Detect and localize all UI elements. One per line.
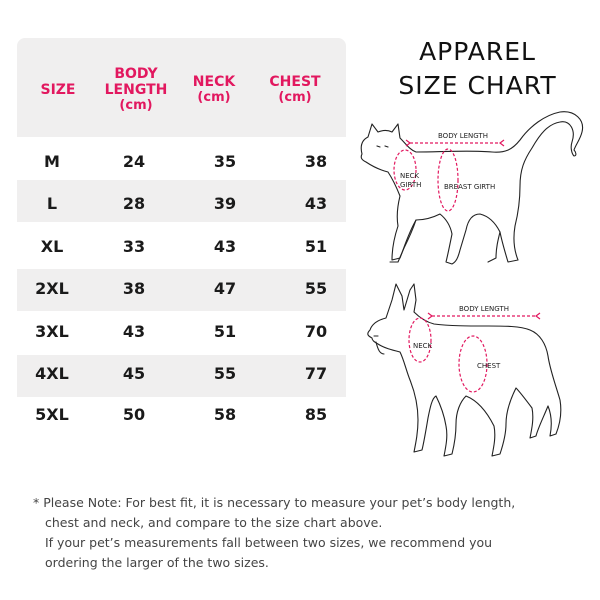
cell-size: 3XL [35, 322, 69, 341]
fit-note [33, 493, 578, 573]
cell-neck: 58 [213, 405, 237, 424]
cat-breast-girth-label: BREAST GIRTH [444, 183, 496, 191]
cell-chest: 43 [304, 194, 328, 213]
cell-body-length: 24 [122, 152, 146, 171]
dog-chest-label: CHEST [477, 362, 501, 370]
cell-chest: 70 [304, 322, 328, 341]
cell-neck: 39 [213, 194, 237, 213]
cell-neck: 55 [213, 364, 237, 383]
cell-neck: 47 [213, 279, 237, 298]
cat-neck-girth-label-2: GIRTH [400, 181, 422, 189]
header-chest: CHEST (cm) [269, 74, 321, 105]
note-line: If your pet’s measurements fall between two sizes, we recommend you [45, 535, 493, 550]
note-line: * Please Note: For best fit, it is necessary to measure your pet’s body length, [33, 495, 516, 510]
page-title: APPAREL SIZE CHART [398, 37, 557, 100]
header-body-length: BODY LENGTH (cm) [104, 66, 168, 113]
cell-body-length: 43 [122, 322, 146, 341]
cell-neck: 43 [213, 237, 237, 256]
cat-neck-girth-label-1: NECK [400, 172, 420, 180]
cell-body-length: 50 [122, 405, 146, 424]
dog-body-length-label: BODY LENGTH [459, 305, 509, 313]
dog-neck-label: NECK [413, 342, 433, 350]
cat-body-length-label: BODY LENGTH [438, 132, 488, 140]
cell-body-length: 45 [122, 364, 146, 383]
cell-neck: 51 [213, 322, 237, 341]
note-line: ordering the larger of the two sizes. [45, 555, 269, 570]
cell-size: 4XL [35, 364, 69, 383]
cell-size: L [46, 194, 58, 213]
cell-body-length: 28 [122, 194, 146, 213]
cell-size: XL [40, 237, 64, 256]
cell-chest: 55 [304, 279, 328, 298]
note-line: chest and neck, and compare to the size chart above. [45, 515, 383, 530]
header-size: SIZE [40, 82, 76, 98]
cell-neck: 35 [213, 152, 237, 171]
cell-chest: 77 [304, 364, 328, 383]
cell-body-length: 38 [122, 279, 146, 298]
cell-size: 5XL [35, 405, 69, 424]
header-neck: NECK (cm) [192, 74, 236, 105]
cell-chest: 51 [304, 237, 328, 256]
cell-body-length: 33 [122, 237, 146, 256]
dog-measure-lines [409, 313, 540, 392]
cell-chest: 38 [304, 152, 328, 171]
cell-size: M [44, 152, 60, 171]
cell-size: 2XL [35, 279, 69, 298]
cell-chest: 85 [304, 405, 328, 424]
